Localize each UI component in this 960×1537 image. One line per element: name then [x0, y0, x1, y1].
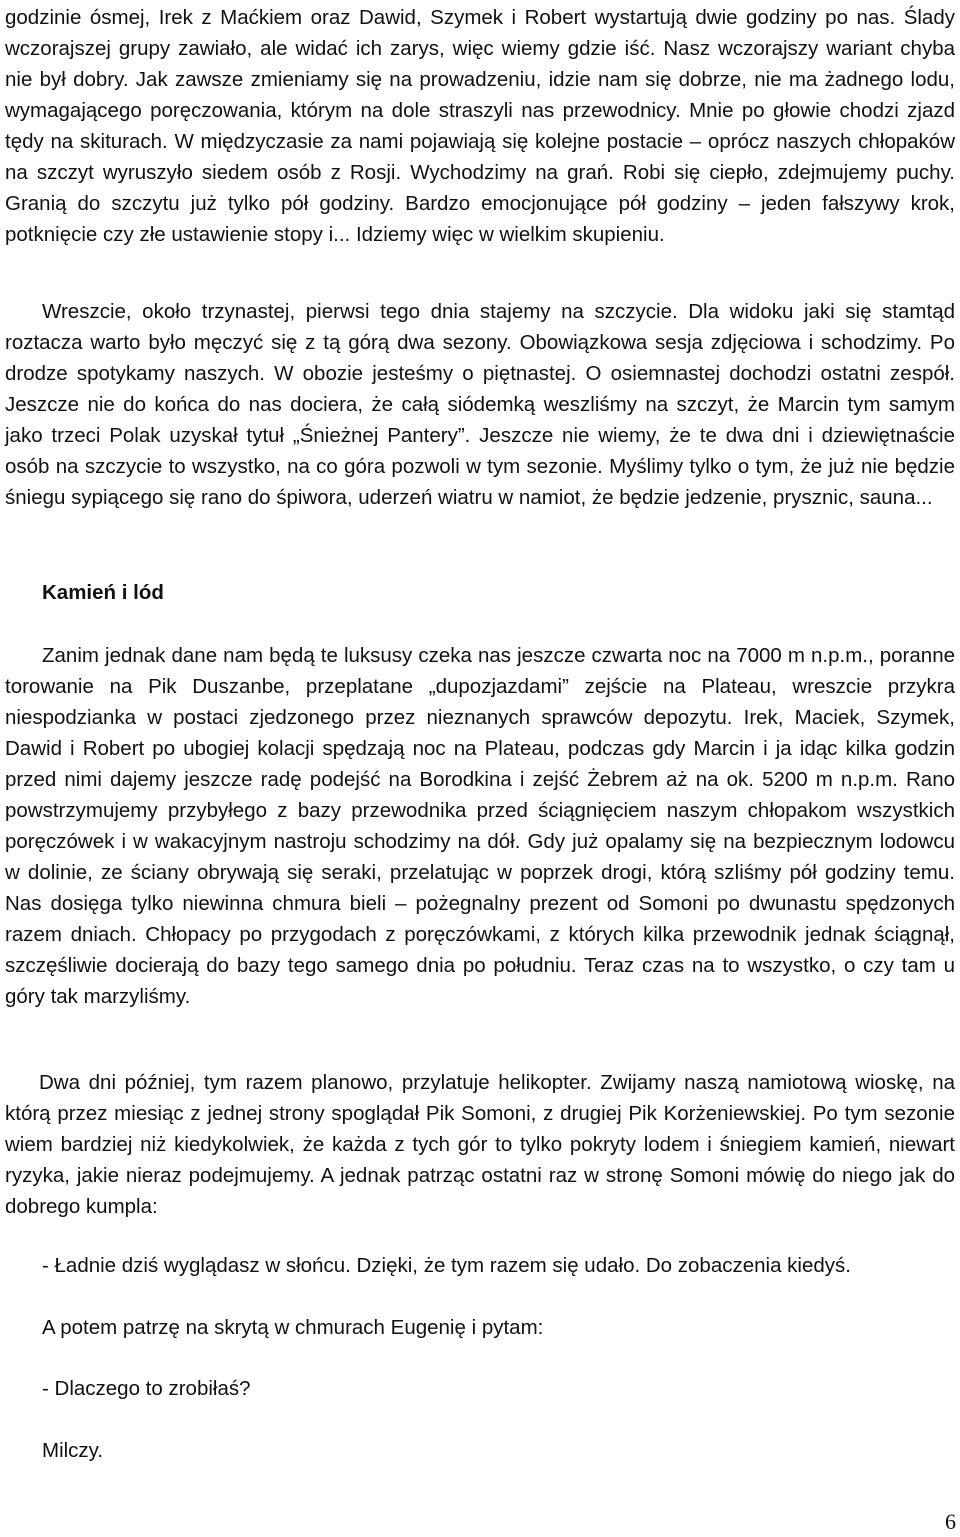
- paragraph-descent: Zanim jednak dane nam będą te luksusy czeka nas jeszcze czwarta noc na 7000 m n.p.m., poranne torowanie na Pik Duszanbe, przeplatane „dupozjazdami” zejście na Plateau, wreszcie przykra niespodzianka w postaci zjedzonego przez nieznanych sprawców depozytu. Irek, Maciek, Szymek, Dawid i Robert po ubogiej kolacji spędzają noc na Plateau, podczas gdy Marcin i ja idąc kilka godzin przed nimi dajemy jeszcze radę podejść na Borodkina i zejść Żebrem aż na ok. 5200 m n.p.m. Rano powstrzymujemy przybyłego z bazy przewodnika przed ściągnięciem naszym chłopakom wszystkich poręczówek i w wakacyjnym nastroju schodzimy na dół. Gdy już opalamy się na bezpiecznym lodowcu w dolinie, ze ściany obrywają się seraki, przelatując w poprzek drogi, którą szliśmy pół godziny temu. Nas dosięga tylko niewinna chmura bieli – pożegnalny prezent od Somoni po dwunastu spędzonych razem dniach. Chłopacy po przygodach z poręczówkami, z których kilka przewodnik jednak ściągnął, szczęśliwie docierają do bazy tego samego dnia po południu. Teraz czas na to wszystko, o czy tam u góry tak marzyliśmy.: [5, 644, 955, 1008]
- paragraph-farewell: Dwa dni później, tym razem planowo, przylatuje helikopter. Zwijamy naszą namiotową wioskę, na którą przez miesiąc z jednej strony spoglądał Pik Somoni, z drugiej Pik Korżeniewskiej. Po tym sezonie wiem bardziej niż kiedykolwiek, że każda z tych gór to tylko pokryty lodem i śniegiem kamień, niewart ryzyka, jakie nieraz podejmujemy. A jednak patrząc ostatni raz w stronę Somoni mówię do niego jak do dobrego kumpla:: [5, 1071, 955, 1218]
- dialogue-line-1: - Ładnie dziś wyglądasz w słońcu. Dzięki, że tym razem się udało. Do zobaczenia kiedyś.: [42, 1254, 851, 1277]
- paragraph-summit: Wreszcie, około trzynastej, pierwsi tego dnia stajemy na szczycie. Dla widoku jaki się stamtąd roztacza warto było męczyć się z tą górą dwa sezony. Obowiązkowa sesja zdjęciowa i schodzimy. Po drodze spotykamy naszych. W obozie jesteśmy o piętnastej. O osiemnastej dochodzi ostatni zespół. Jeszcze nie do końca do nas dociera, że całą siódemką weszliśmy na szczyt, że Marcin tym samym jako trzeci Polak uzyskał tytuł „Śnieżnej Pantery”. Jeszcze nie wiemy, że te dwa dni i dziewiętnaście osób na szczycie to wszystko, na co góra pozwoli w tym sezonie. Myślimy tylko o tym, że już nie będzie śniegu sypiącego się rano do śpiwora, uderzeń wiatru w namiot, że będzie jedzenie, prysznic, sauna...: [5, 300, 955, 509]
- paragraph-continuation: godzinie ósmej, Irek z Maćkiem oraz Dawid, Szymek i Robert wystartują dwie godziny po nas. Ślady wczorajszej grupy zawiało, ale widać ich zarys, więc wiemy gdzie iść. Nasz wczorajszy wariant chyba nie był dobry. Jak zawsze zmieniamy się na prowadzeniu, idzie nam się dobrze, nie ma żadnego lodu, wymagającego poręczowania, którym na dole straszyli nas przewodnicy. Mnie po głowie chodzi zjazd tędy na skiturach. W międzyczasie za nami pojawiają się kolejne postacie – oprócz naszych chłopaków na szczyt wyruszyło siedem osób z Rosji. Wychodzimy na grań. Robi się ciepło, zdejmujemy puchy. Granią do szczytu już tylko pół godziny. Bardzo emocjonujące pół godziny – jeden fałszywy krok, potknięcie czy złe ustawienie stopy i... Idziemy więc w wielkim skupieniu.: [5, 6, 955, 246]
- dialogue-line-4: Milczy.: [42, 1439, 104, 1462]
- dialogue-line-3: - Dlaczego to zrobiłaś?: [42, 1377, 251, 1400]
- page-number: 6: [945, 1509, 956, 1534]
- dialogue-line-2: A potem patrzę na skrytą w chmurach Eugenię i pytam:: [42, 1316, 544, 1339]
- section-heading: Kamień i lód: [42, 581, 164, 604]
